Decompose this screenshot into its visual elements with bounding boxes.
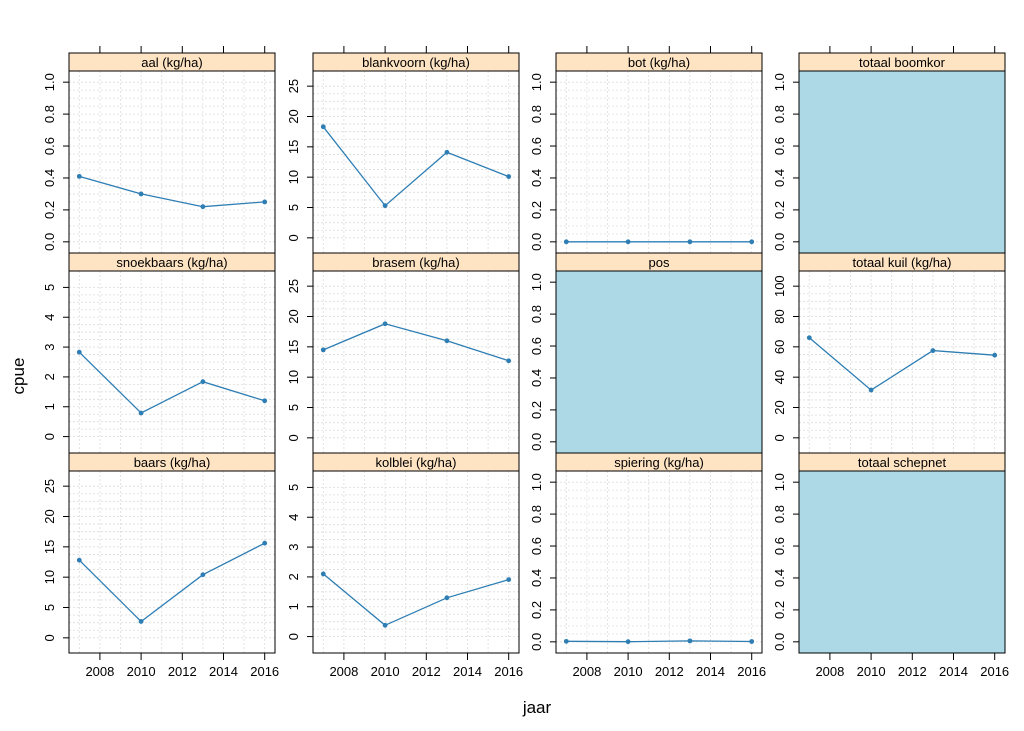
y-tick-label: 1.0 [772, 473, 787, 492]
y-tick-label: 0.8 [772, 105, 787, 124]
empty-panel-fill [799, 471, 1005, 653]
y-tick-label: 1 [42, 403, 57, 411]
y-tick-label: 0 [286, 632, 301, 641]
y-tick-label: 1.0 [529, 273, 544, 292]
data-point [201, 204, 206, 209]
panel-strip-title: blankvoorn (kg/ha) [362, 55, 470, 70]
data-point [992, 353, 997, 358]
panel-grid [313, 471, 519, 653]
y-tick-label: 5 [286, 483, 301, 492]
panels-layer [42, 46, 1009, 679]
y-tick-label: 0.6 [529, 336, 544, 356]
y-tick-label: 0.4 [529, 568, 544, 588]
y-tick-label: 0.0 [772, 632, 787, 651]
y-tick-label: 0.6 [529, 536, 544, 556]
data-point [445, 338, 450, 343]
y-tick-label: 40 [772, 369, 787, 385]
x-tick-label: 2016 [494, 664, 524, 679]
data-point [321, 572, 326, 577]
y-tick-label: 100 [772, 275, 787, 298]
panel-grid [799, 271, 1005, 453]
y-tick-label: 0.8 [529, 105, 544, 124]
y-tick-label: 0.2 [529, 600, 544, 619]
data-point [383, 623, 388, 628]
y-tick-label: 1.0 [529, 473, 544, 492]
data-point [77, 350, 82, 355]
y-tick-label: 20 [42, 509, 57, 524]
y-tick-label: 5 [286, 403, 301, 412]
y-tick-label: 0.6 [772, 536, 787, 556]
panel-6 [286, 253, 519, 453]
data-point [77, 174, 82, 179]
panel-grid [556, 471, 762, 653]
y-tick-label: 0.2 [42, 200, 57, 219]
data-point [201, 572, 206, 577]
panel-7 [529, 253, 762, 453]
data-point [749, 639, 754, 644]
panel-10 [286, 453, 523, 679]
y-tick-label: 0.8 [529, 305, 544, 324]
panel-strip-title: totaal boomkor [859, 55, 945, 70]
y-tick-label: 25 [42, 478, 57, 494]
panel-grid [69, 471, 275, 653]
y-axis-title: cpue [9, 357, 28, 395]
x-tick-label: 2014 [939, 664, 968, 679]
panel-frame [556, 71, 762, 253]
empty-panel-fill [799, 71, 1005, 253]
y-tick-label: 15 [286, 139, 301, 155]
y-tick-label: 0.6 [529, 136, 544, 156]
y-tick-label: 20 [286, 309, 301, 324]
y-tick-label: 0.4 [529, 368, 544, 388]
panel-9 [42, 453, 279, 679]
y-tick-label: 20 [286, 109, 301, 124]
y-tick-label: 3 [42, 343, 57, 351]
panel-strip-title: bot (kg/ha) [627, 55, 691, 70]
x-tick-label: 2012 [411, 664, 441, 679]
panel-grid [556, 71, 762, 253]
x-tick-label: 2012 [654, 664, 684, 679]
data-point [139, 619, 144, 624]
data-point [139, 411, 144, 416]
empty-panel-fill [556, 271, 762, 453]
y-tick-label: 60 [772, 339, 787, 355]
y-tick-label: 0.4 [772, 568, 787, 588]
y-tick-label: 1 [286, 603, 301, 611]
panel-frame [69, 71, 275, 253]
panel-frame [313, 71, 519, 253]
y-tick-label: 0.4 [42, 168, 57, 188]
y-tick-label: 0.2 [772, 200, 787, 219]
series-line [79, 176, 264, 206]
panel-strip-title: pos [648, 255, 670, 270]
y-tick-label: 25 [286, 78, 301, 94]
y-tick-label: 0.2 [529, 200, 544, 219]
y-tick-label: 15 [286, 339, 301, 355]
series-line [566, 641, 751, 642]
y-tick-label: 15 [42, 539, 57, 555]
y-tick-label: 10 [286, 369, 301, 385]
panel-strip-title: snoekbaars (kg/ha) [116, 255, 228, 270]
panel-2 [286, 46, 519, 253]
data-point [139, 192, 144, 197]
series-line [79, 352, 264, 413]
series-line [323, 324, 508, 361]
panel-frame [313, 471, 519, 653]
panel-strip-title: aal (kg/ha) [141, 55, 203, 70]
x-axis-title: jaar [522, 698, 552, 717]
y-tick-label: 0.6 [42, 136, 57, 156]
y-tick-label: 2 [42, 373, 57, 381]
y-tick-label: 1.0 [772, 73, 787, 92]
y-tick-label: 0 [42, 634, 57, 642]
series-line [79, 543, 264, 621]
panel-12 [772, 453, 1009, 679]
panel-frame [556, 471, 762, 653]
y-tick-label: 5 [286, 203, 301, 212]
y-tick-label: 0 [286, 234, 301, 242]
data-point [931, 348, 936, 353]
data-point [383, 203, 388, 208]
y-tick-label: 3 [286, 543, 301, 551]
panel-frame [69, 271, 275, 453]
y-tick-label: 0.4 [772, 168, 787, 188]
data-point [383, 321, 388, 326]
data-point [262, 200, 267, 205]
x-tick-label: 2016 [737, 664, 767, 679]
x-tick-label: 2008 [572, 664, 602, 679]
panel-strip-title: kolblei (kg/ha) [375, 455, 457, 470]
y-tick-label: 80 [772, 309, 787, 324]
data-point [749, 239, 754, 244]
data-point [445, 595, 450, 600]
series-line [323, 574, 508, 625]
data-point [321, 347, 326, 352]
panel-5 [42, 253, 275, 453]
y-tick-label: 5 [42, 603, 57, 612]
panel-grid [313, 71, 519, 253]
y-tick-label: 0.6 [772, 136, 787, 156]
y-tick-label: 1.0 [529, 73, 544, 92]
y-tick-label: 10 [286, 169, 301, 185]
y-tick-label: 0 [286, 434, 301, 442]
data-point [201, 379, 206, 384]
y-tick-label: 20 [772, 400, 787, 415]
data-point [506, 174, 511, 179]
data-point [807, 335, 812, 340]
x-tick-label: 2014 [209, 664, 238, 679]
y-tick-label: 0.0 [529, 432, 544, 451]
data-point [262, 398, 267, 403]
panel-grid [69, 271, 275, 453]
panel-strip-title: brasem (kg/ha) [372, 255, 460, 270]
panel-frame [313, 271, 519, 453]
data-point [626, 239, 631, 244]
y-tick-label: 4 [286, 513, 301, 521]
panel-8 [772, 253, 1005, 453]
panel-frame [799, 271, 1005, 453]
y-tick-label: 0.8 [42, 105, 57, 124]
series-line [809, 338, 994, 390]
y-tick-label: 4 [42, 313, 57, 321]
panel-strip-title: baars (kg/ha) [133, 455, 211, 470]
panel-frame [69, 471, 275, 653]
x-tick-label: 2010 [126, 664, 156, 679]
data-point [564, 239, 569, 244]
y-tick-label: 1.0 [42, 73, 57, 92]
y-tick-label: 0.0 [529, 232, 544, 251]
data-point [506, 358, 511, 363]
x-tick-label: 2010 [613, 664, 643, 679]
y-tick-label: 25 [286, 278, 301, 294]
panel-grid [69, 71, 275, 253]
y-tick-label: 10 [42, 569, 57, 585]
series-line [323, 127, 508, 206]
y-tick-label: 0.0 [772, 232, 787, 251]
y-tick-label: 0.0 [529, 632, 544, 651]
x-tick-label: 2008 [85, 664, 115, 679]
data-point [564, 639, 569, 644]
data-point [688, 638, 693, 643]
panel-11 [529, 453, 766, 679]
data-point [77, 558, 82, 563]
data-point [688, 239, 693, 244]
y-tick-label: 0.8 [529, 505, 544, 524]
y-tick-label: 0.0 [42, 232, 57, 251]
panel-3 [529, 46, 762, 253]
x-tick-label: 2008 [329, 664, 359, 679]
panel-1 [42, 46, 275, 253]
x-tick-label: 2012 [897, 664, 927, 679]
x-tick-label: 2008 [815, 664, 845, 679]
y-tick-label: 0.8 [772, 505, 787, 524]
panel-strip-title: spiering (kg/ha) [614, 455, 704, 470]
data-point [321, 124, 326, 129]
y-tick-label: 0.2 [529, 400, 544, 419]
data-point [262, 541, 267, 546]
y-tick-label: 0.2 [772, 600, 787, 619]
panel-grid [313, 271, 519, 453]
data-point [445, 150, 450, 155]
panel-strip-title: totaal schepnet [857, 455, 947, 470]
y-tick-label: 2 [286, 573, 301, 581]
y-tick-label: 0 [772, 434, 787, 442]
x-tick-label: 2012 [167, 664, 197, 679]
x-tick-label: 2016 [250, 664, 280, 679]
panel-4 [772, 46, 1005, 253]
y-tick-label: 0 [42, 432, 57, 441]
data-point [869, 388, 874, 393]
x-tick-label: 2014 [453, 664, 482, 679]
x-tick-label: 2014 [696, 664, 725, 679]
panel-strip-title: totaal kuil (kg/ha) [852, 255, 952, 270]
x-tick-label: 2016 [980, 664, 1010, 679]
x-tick-label: 2010 [856, 664, 886, 679]
y-tick-label: 5 [42, 283, 57, 292]
x-tick-label: 2010 [370, 664, 400, 679]
y-tick-label: 0.4 [529, 168, 544, 188]
data-point [626, 639, 631, 644]
data-point [506, 577, 511, 582]
